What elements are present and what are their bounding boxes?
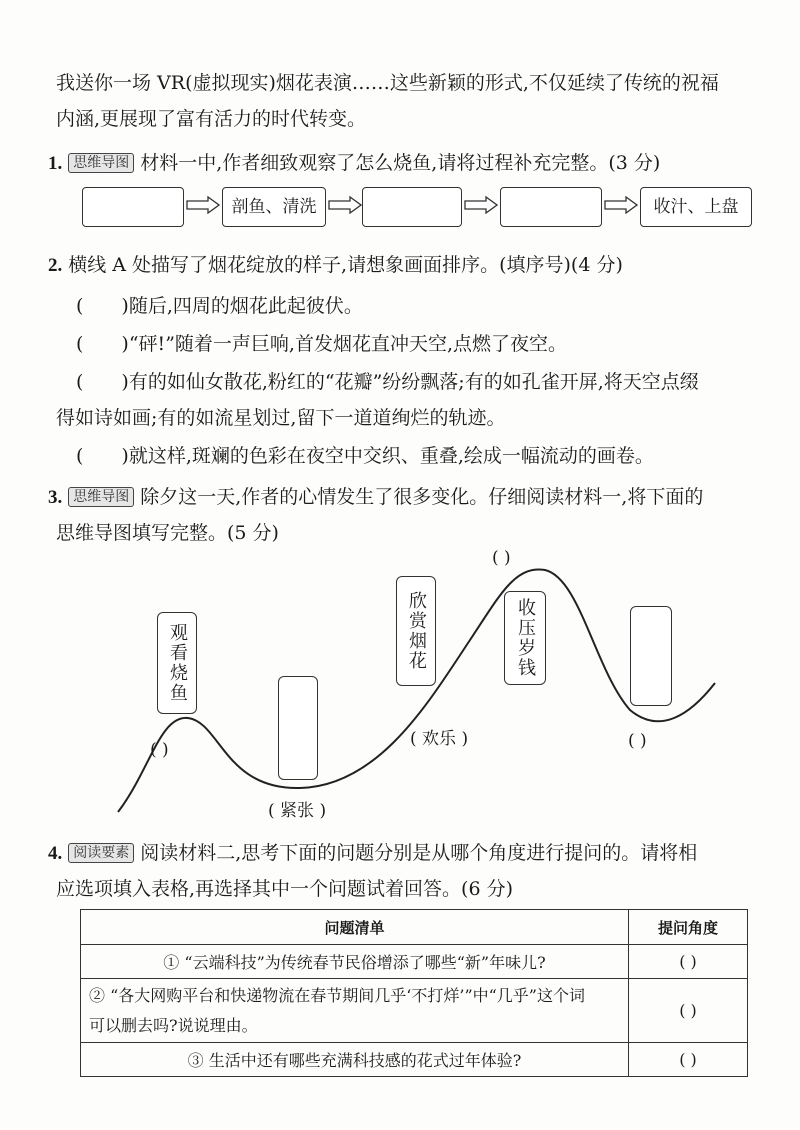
order-item-3-cont: 得如诗如画;有的如流星划过,留下一道道绚烂的轨迹。 <box>56 407 506 429</box>
question-number: 3. <box>48 487 63 508</box>
flow-step-5: 收汁、上盘 <box>640 187 752 227</box>
question-number: 2. <box>48 255 63 276</box>
angle-blank[interactable]: ( ) <box>629 1043 748 1077</box>
mind-map-tag: 思维导图 <box>68 153 134 173</box>
question-number: 1. <box>48 153 63 174</box>
reading-tag: 阅读要素 <box>68 843 134 863</box>
question-cell: ① “云端科技”为传统春节民俗增添了哪些“新”年味儿? <box>81 945 629 979</box>
intro-line-2: 内涵,更展现了富有活力的时代转变。 <box>56 108 367 130</box>
event-box-blank-2[interactable] <box>278 676 318 780</box>
order-item-4: ( )就这样,斑斓的色彩在夜空中交织、重叠,绘成一幅流动的画卷。 <box>76 445 654 467</box>
question-4 <box>48 838 697 865</box>
event-box-4: 收压岁钱 <box>504 591 546 685</box>
angle-blank[interactable]: ( ) <box>629 945 748 979</box>
question-3-line-2: 思维导图填写完整。(5 分) <box>56 522 279 544</box>
question-cell: ② “各大网购平台和快递物流在春节期间几乎‘不打烊’”中“几乎”这个词 可以删去吗?说说理由。 <box>81 979 629 1043</box>
question-text: 材料一中,作者细致观察了怎么烧鱼,请将过程补充完整。(3 分) <box>140 152 661 174</box>
question-number: 4. <box>48 843 63 864</box>
question-text: 横线 A 处描写了烟花绽放的样子,请想象画面排序。(填序号)(4 分) <box>68 254 623 276</box>
mind-map-tag: 思维导图 <box>68 487 134 507</box>
table-row <box>81 945 748 979</box>
header-question-list: 问题清单 <box>81 910 629 945</box>
table-row <box>81 1043 748 1077</box>
event-box-3: 欣赏烟花 <box>396 576 436 686</box>
question-table <box>80 909 748 1077</box>
order-item-2: ( )“砰!”随着一声巨响,首发烟花直冲天空,点燃了夜空。 <box>76 333 567 355</box>
question-cell: ③ 生活中还有哪些充满科技感的花式过年体验? <box>81 1043 629 1077</box>
header-angle: 提问角度 <box>629 910 748 945</box>
mood-label-2: ( 紧张 ) <box>268 801 327 821</box>
intro-line-1: 我送你一场 VR(虚拟现实)烟花表演……这些新颖的形式,不仅延续了传统的祝福 <box>56 72 719 94</box>
event-box-blank-5[interactable] <box>630 606 672 706</box>
table-row <box>81 979 748 1043</box>
question-text: 除夕这一天,作者的心情发生了很多变化。仔细阅读材料一,将下面的 <box>140 486 704 508</box>
mood-blank-4[interactable]: ( ) <box>492 548 511 568</box>
question-text: 阅读材料二,思考下面的问题分别是从哪个角度进行提问的。请将相 <box>140 842 698 864</box>
order-item-3: ( )有的如仙女散花,粉红的“花瓣”纷纷飘落;有的如孔雀开屏,将天空点缀 <box>76 371 699 393</box>
order-item-1: ( )随后,四周的烟花此起彼伏。 <box>76 295 363 317</box>
mood-blank-1[interactable]: ( ) <box>150 740 169 760</box>
event-box-1: 观看烧鱼 <box>157 612 197 714</box>
question-4-line-2: 应选项填入表格,再选择其中一个问题试着回答。(6 分) <box>56 878 513 900</box>
mood-blank-5[interactable]: ( ) <box>628 731 647 751</box>
angle-blank[interactable]: ( ) <box>629 979 748 1043</box>
mood-label-3: ( 欢乐 ) <box>410 729 469 749</box>
flow-step-2: 剖鱼、清洗 <box>222 187 326 227</box>
